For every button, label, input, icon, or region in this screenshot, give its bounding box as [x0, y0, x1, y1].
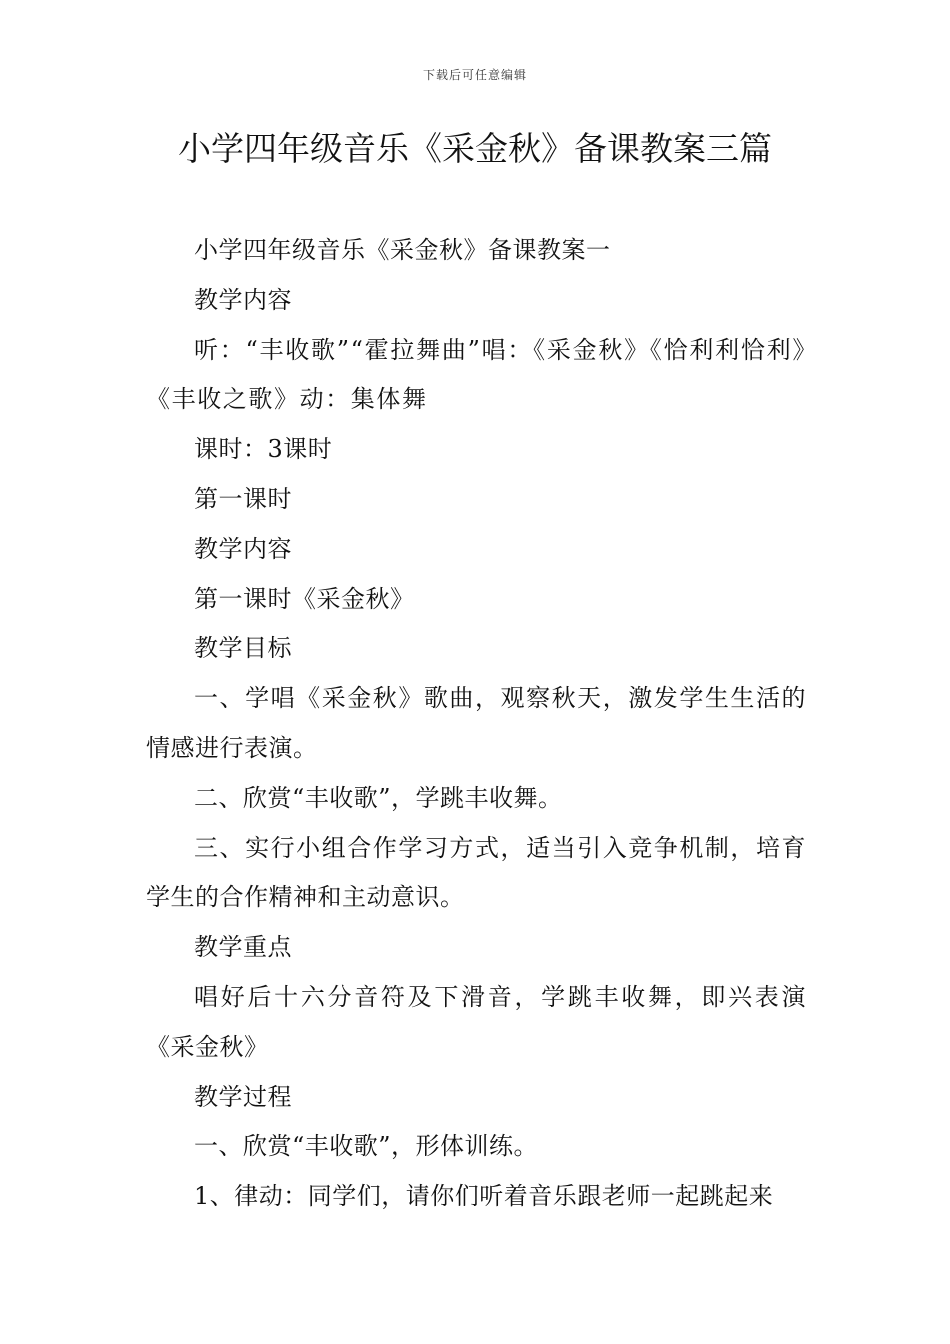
document-title: 小学四年级音乐《采金秋》备课教案三篇: [178, 129, 772, 168]
paragraph: 教学过程: [194, 1082, 292, 1111]
document-body: [146, 226, 806, 1222]
paragraph: 二、欣赏“丰收歌”，学跳丰收舞。: [194, 783, 563, 812]
paragraph: 一、欣赏“丰收歌”，形体训练。: [194, 1132, 539, 1161]
paragraph: 教学内容: [194, 534, 292, 563]
section-heading: 小学四年级音乐《采金秋》备课教案一: [194, 236, 611, 264]
paragraph: 听：“丰收歌”“霍拉舞曲”唱：《采金秋》《恰利利恰利》《丰收之歌》动：集体舞: [146, 335, 806, 414]
paragraph: 第一课时《采金秋》: [194, 584, 415, 613]
paragraph: 第一课时: [194, 484, 292, 513]
header-note: 下载后可任意编辑: [422, 68, 527, 82]
paragraph: 1、律动：同学们，请你们听着音乐跟老师一起跳起来: [194, 1182, 774, 1211]
paragraph: 唱好后十六分音符及下滑音，学跳丰收舞，即兴表演《采金秋》: [146, 982, 806, 1061]
paragraph: 三、实行小组合作学习方式，适当引入竞争机制，培育学生的合作精神和主动意识。: [146, 833, 806, 912]
paragraph: 教学目标: [194, 634, 292, 663]
paragraph: 课时：3课时: [194, 435, 333, 464]
paragraph: 教学重点: [194, 933, 292, 962]
paragraph: 教学内容: [194, 285, 292, 314]
paragraph: 一、学唱《采金秋》歌曲，观察秋天，激发学生生活的情感进行表演。: [146, 684, 806, 762]
